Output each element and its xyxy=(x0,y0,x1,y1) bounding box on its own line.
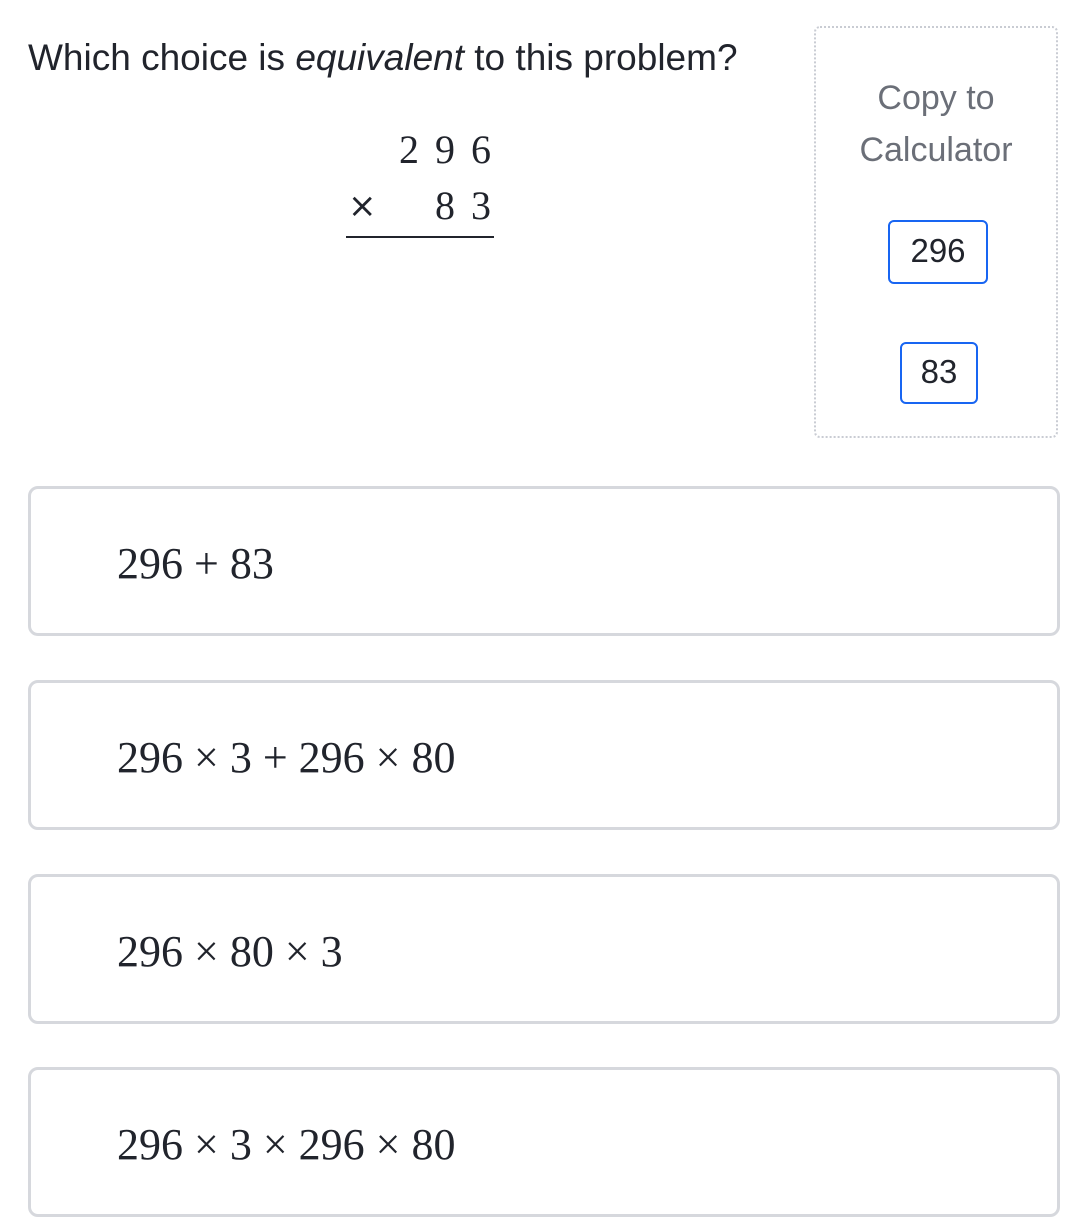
problem-bottom-number: 8 3 xyxy=(435,183,494,228)
answer-choice-2[interactable] xyxy=(28,680,1060,830)
choice-1-expression: 296 + 83 xyxy=(117,539,274,588)
calculator-panel-title xyxy=(816,72,1056,176)
choice-3-expression: 296 × 80 × 3 xyxy=(117,927,343,976)
copy-chip-296[interactable]: 296 xyxy=(888,220,988,284)
answer-choice-3[interactable] xyxy=(28,874,1060,1024)
multiply-operator: × xyxy=(348,186,377,226)
problem-top-row xyxy=(346,122,494,178)
choice-4-expression: 296 × 3 × 296 × 80 xyxy=(117,1120,456,1169)
answer-choice-4[interactable] xyxy=(28,1067,1060,1217)
question-emphasis: equivalent xyxy=(295,37,464,78)
question-suffix: to this problem? xyxy=(464,37,738,78)
copy-chip-83[interactable]: 83 xyxy=(900,342,978,404)
choice-2-expression: 296 × 3 + 296 × 80 xyxy=(117,733,456,782)
calculator-title-line2: Calculator xyxy=(859,131,1013,169)
question-prompt xyxy=(28,34,738,82)
multiplication-problem xyxy=(346,122,494,234)
problem-bottom-row xyxy=(346,178,494,234)
copy-to-calculator-panel xyxy=(814,26,1058,438)
problem-rule-line xyxy=(346,236,494,238)
question-prefix: Which choice is xyxy=(28,37,296,78)
problem-top-number: 2 9 6 xyxy=(399,127,494,172)
answer-choice-1[interactable] xyxy=(28,486,1060,636)
calculator-title-line1: Copy to xyxy=(877,79,995,117)
